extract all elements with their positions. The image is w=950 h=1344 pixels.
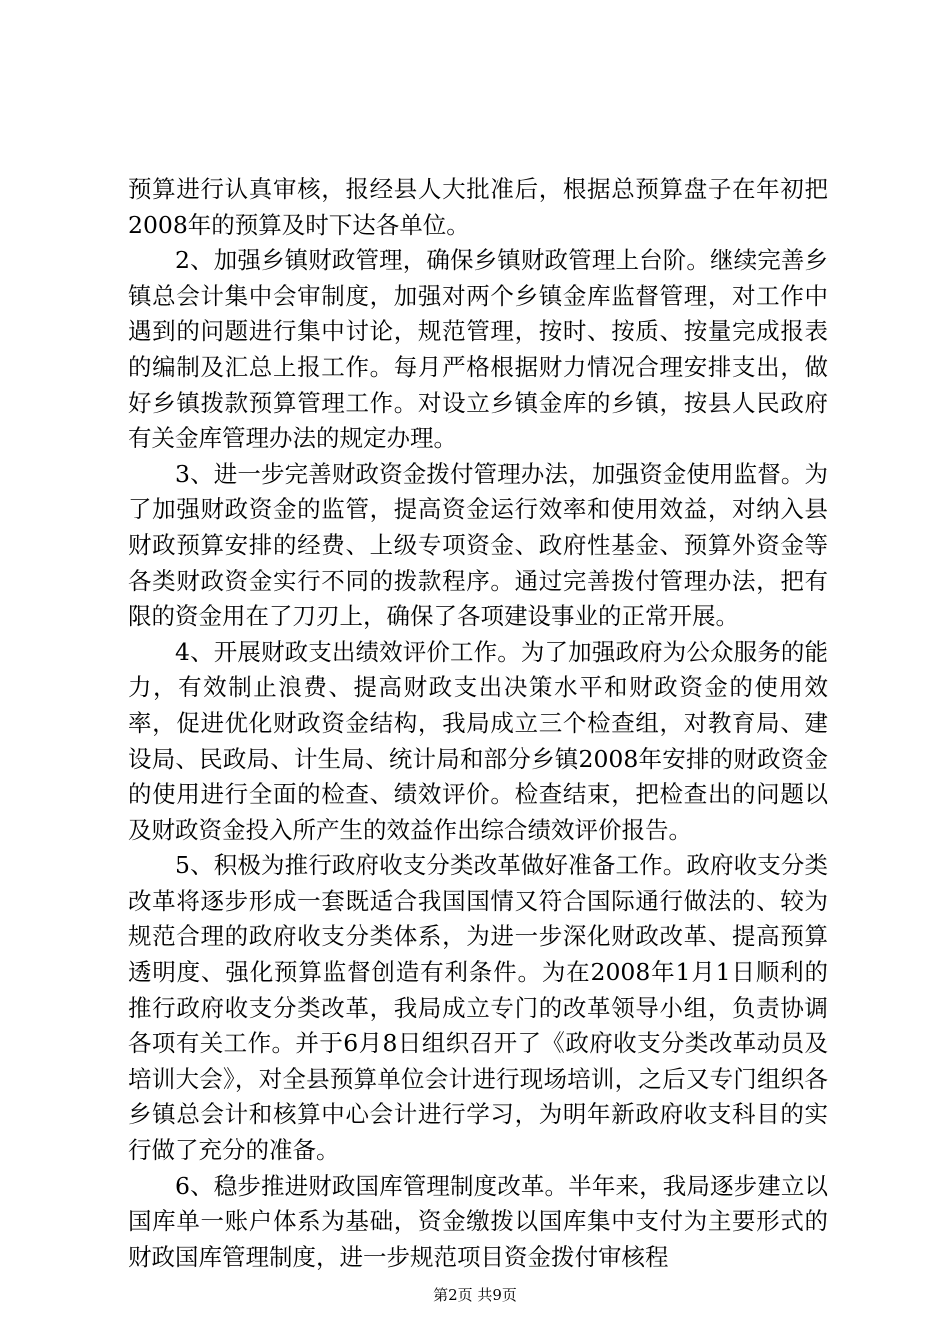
paragraph-item-6: 6、稳步推进财政国库管理制度改革。半年来，我局逐步建立以国库单一账户体系为基础，资金缴拨以国库集中支付为主要形式的财政国库管理制度，进一步规范项目资金拨付审核程 bbox=[128, 1171, 828, 1271]
paragraph-item-4: 4、开展财政支出绩效评价工作。为了加强政府为公众服务的能力，有效制止浪费、提高财政支出决策水平和财政资金的使用效率，促进优化财政资金结构，我局成立三个检查组，对教育局、建设局、民政局、计生局、统计局和部分乡镇2008年安排的财政资金的使用进行全面的检查、绩效评价。检查结束，把检查出的问题以及财政资金投入所产生的效益作出综合绩效评价报告。 bbox=[128, 637, 828, 844]
body-text bbox=[128, 172, 828, 1275]
paragraph-item-2: 2、加强乡镇财政管理，确保乡镇财政管理上台阶。继续完善乡镇总会计集中会审制度，加强对两个乡镇金库监督管理，对工作中遇到的问题进行集中讨论，规范管理，按时、按质、按量完成报表的编制及汇总上报工作。每月严格根据财力情况合理安排支出，做好乡镇拨款预算管理工作。对设立乡镇金库的乡镇，按县人民政府有关金库管理办法的规定办理。 bbox=[128, 246, 828, 453]
paragraph-item-5: 5、积极为推行政府收支分类改革做好准备工作。政府收支分类改革将逐步形成一套既适合我国国情又符合国际通行做法的、较为规范合理的政府收支分类体系，为进一步深化财政改革、提高预算透明度、强化预算监督创造有利条件。为在2008年1月1日顺利的推行政府收支分类改革，我局成立专门的改革领导小组，负责协调各项有关工作。并于6月8日组织召开了《政府收支分类改革动员及培训大会》，对全县预算单位会计进行现场培训，之后又专门组织各乡镇总会计和核算中心会计进行学习，为明年新政府收支科目的实行做了充分的准备。 bbox=[128, 851, 828, 1165]
page-footer: 第2页 共9页 bbox=[433, 1286, 517, 1304]
paragraph-continuation: 预算进行认真审核，报经县人大批准后，根据总预算盘子在年初把2008年的预算及时下达各单位。 bbox=[128, 175, 828, 239]
paragraph-item-3: 3、进一步完善财政资金拨付管理办法，加强资金使用监督。为了加强财政资金的监管，提高资金运行效率和使用效益，对纳入县财政预算安排的经费、上级专项资金、政府性基金、预算外资金等各类财政资金实行不同的拨款程序。通过完善拨付管理办法，把有限的资金用在了刀刃上，确保了各项建设事业的正常开展。 bbox=[128, 459, 828, 631]
